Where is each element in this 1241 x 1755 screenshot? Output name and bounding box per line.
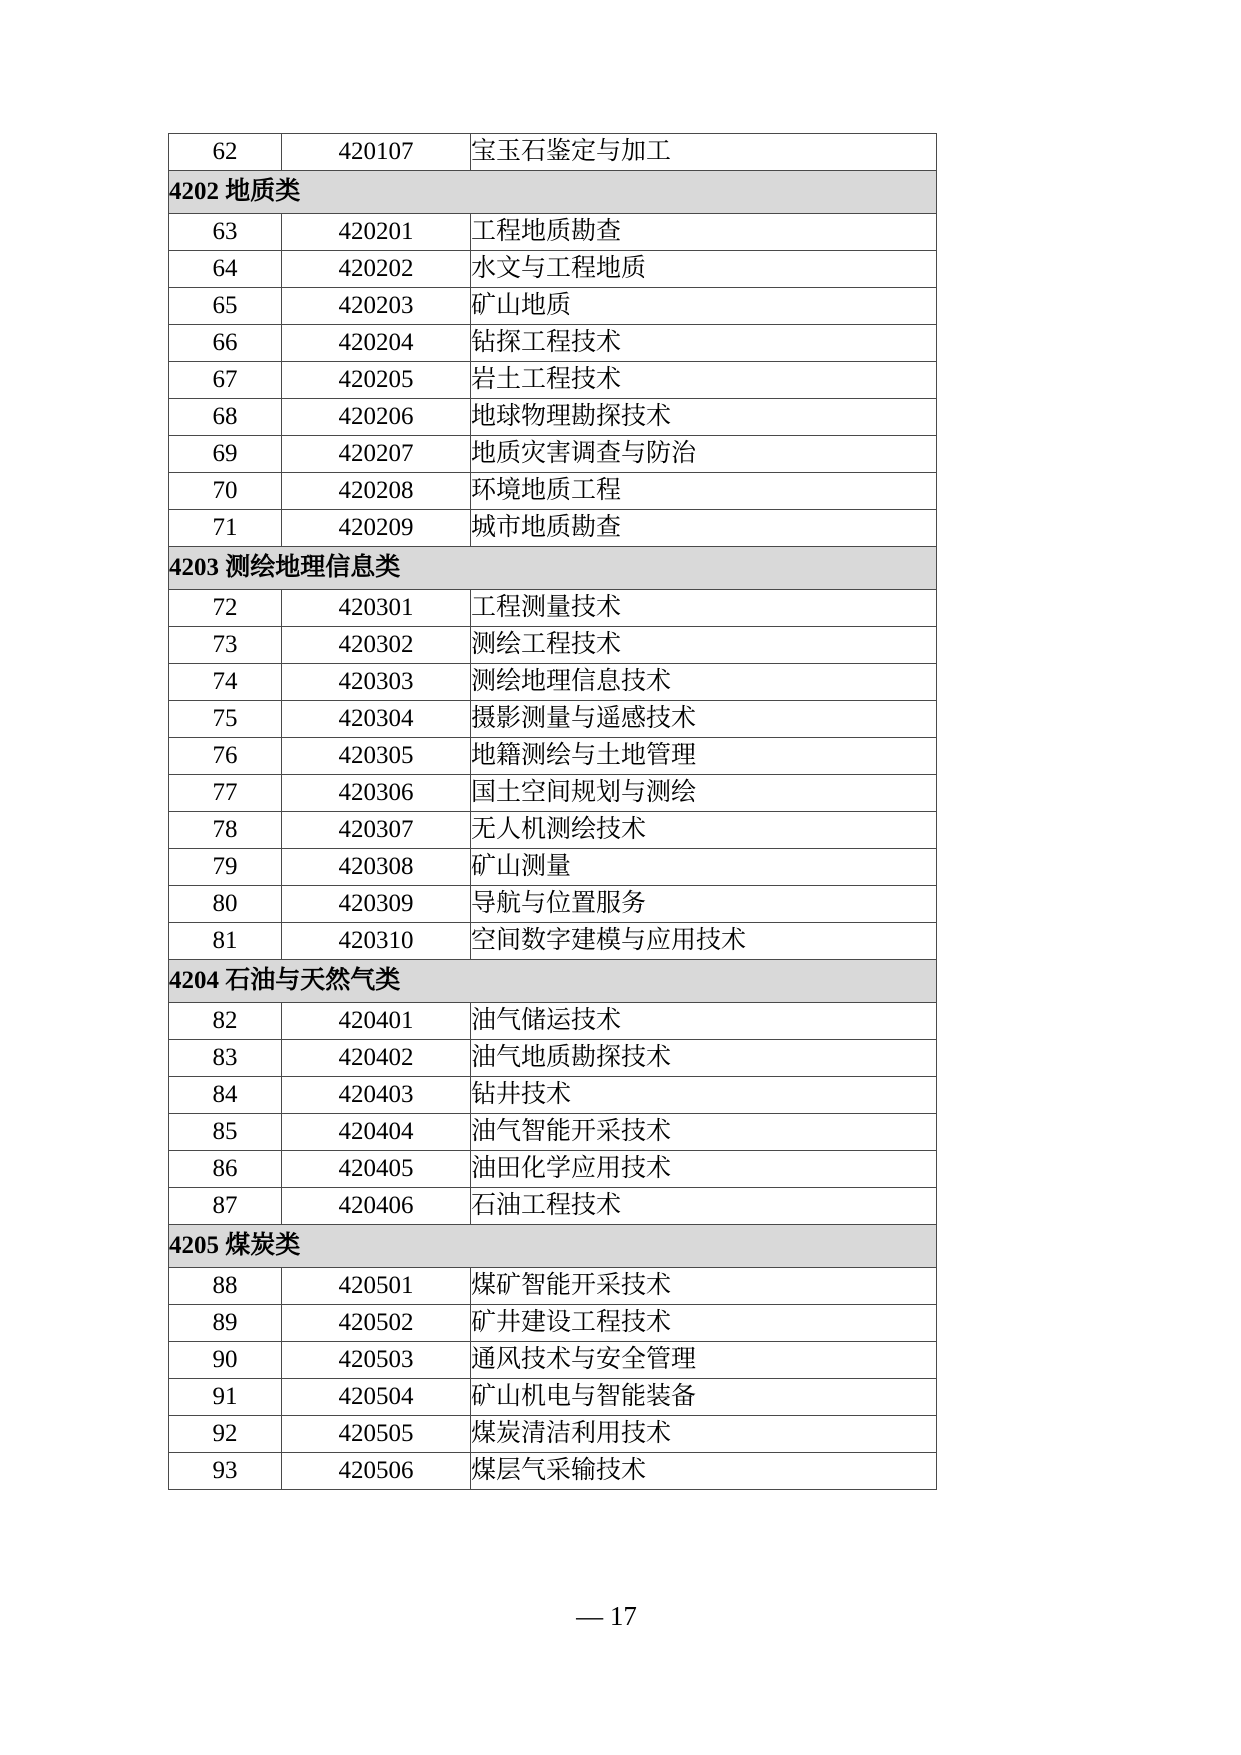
seq-cell: 88: [169, 1268, 282, 1305]
major-name-cell: 工程地质勘查: [471, 214, 937, 251]
major-name-cell: 宝玉石鉴定与加工: [471, 134, 937, 171]
seq-cell: 73: [169, 627, 282, 664]
code-cell: 420309: [282, 886, 471, 923]
code-cell: 420203: [282, 288, 471, 325]
code-cell: 420404: [282, 1114, 471, 1151]
seq-cell: 78: [169, 812, 282, 849]
code-cell: 420202: [282, 251, 471, 288]
code-cell: 420107: [282, 134, 471, 171]
major-name-cell: 地籍测绘与土地管理: [471, 738, 937, 775]
major-name-cell: 煤矿智能开采技术: [471, 1268, 937, 1305]
seq-cell: 70: [169, 473, 282, 510]
code-cell: 420501: [282, 1268, 471, 1305]
seq-cell: 71: [169, 510, 282, 547]
section-header-row: [169, 1225, 937, 1268]
major-name-cell: 无人机测绘技术: [471, 812, 937, 849]
table-row: [169, 1453, 937, 1490]
seq-cell: 63: [169, 214, 282, 251]
table-row: [169, 1151, 937, 1188]
table-row: [169, 849, 937, 886]
table-row: [169, 325, 937, 362]
code-cell: 420208: [282, 473, 471, 510]
section-header-row: [169, 960, 937, 1003]
section-header-row: [169, 171, 937, 214]
seq-cell: 66: [169, 325, 282, 362]
code-cell: 420209: [282, 510, 471, 547]
table-row: [169, 701, 937, 738]
table-row: [169, 738, 937, 775]
code-cell: 420308: [282, 849, 471, 886]
table-row: [169, 436, 937, 473]
seq-cell: 80: [169, 886, 282, 923]
seq-cell: 93: [169, 1453, 282, 1490]
seq-cell: 67: [169, 362, 282, 399]
code-cell: 420204: [282, 325, 471, 362]
seq-cell: 77: [169, 775, 282, 812]
table-row: [169, 1268, 937, 1305]
major-name-cell: 油田化学应用技术: [471, 1151, 937, 1188]
table-row: [169, 886, 937, 923]
table-row: [169, 1305, 937, 1342]
code-cell: 420302: [282, 627, 471, 664]
code-cell: 420206: [282, 399, 471, 436]
table-row: [169, 288, 937, 325]
major-name-cell: 钻井技术: [471, 1077, 937, 1114]
table-row: [169, 812, 937, 849]
major-name-cell: 岩土工程技术: [471, 362, 937, 399]
major-name-cell: 测绘工程技术: [471, 627, 937, 664]
major-name-cell: 矿山机电与智能装备: [471, 1379, 937, 1416]
seq-cell: 82: [169, 1003, 282, 1040]
major-name-cell: 钻探工程技术: [471, 325, 937, 362]
major-name-cell: 导航与位置服务: [471, 886, 937, 923]
table-row: [169, 1077, 937, 1114]
table-row: [169, 923, 937, 960]
seq-cell: 85: [169, 1114, 282, 1151]
code-cell: 420310: [282, 923, 471, 960]
table-row: [169, 1342, 937, 1379]
major-name-cell: 地质灾害调查与防治: [471, 436, 937, 473]
major-name-cell: 环境地质工程: [471, 473, 937, 510]
code-cell: 420305: [282, 738, 471, 775]
section-header-row: [169, 547, 937, 590]
seq-cell: 74: [169, 664, 282, 701]
seq-cell: 83: [169, 1040, 282, 1077]
code-cell: 420502: [282, 1305, 471, 1342]
majors-table: [168, 133, 937, 1490]
seq-cell: 72: [169, 590, 282, 627]
code-cell: 420506: [282, 1453, 471, 1490]
seq-cell: 90: [169, 1342, 282, 1379]
major-name-cell: 矿山测量: [471, 849, 937, 886]
seq-cell: 69: [169, 436, 282, 473]
section-header: 4204 石油与天然气类: [169, 960, 937, 1003]
code-cell: 420301: [282, 590, 471, 627]
table-row: [169, 1416, 937, 1453]
major-name-cell: 地球物理勘探技术: [471, 399, 937, 436]
table-row: [169, 362, 937, 399]
code-cell: 420403: [282, 1077, 471, 1114]
major-name-cell: 矿井建设工程技术: [471, 1305, 937, 1342]
seq-cell: 64: [169, 251, 282, 288]
table-row: [169, 473, 937, 510]
major-name-cell: 城市地质勘查: [471, 510, 937, 547]
code-cell: 420503: [282, 1342, 471, 1379]
table-row: [169, 251, 937, 288]
major-name-cell: 石油工程技术: [471, 1188, 937, 1225]
code-cell: 420406: [282, 1188, 471, 1225]
table-row: [169, 775, 937, 812]
code-cell: 420307: [282, 812, 471, 849]
major-name-cell: 国土空间规划与测绘: [471, 775, 937, 812]
major-name-cell: 油气储运技术: [471, 1003, 937, 1040]
table-row: [169, 627, 937, 664]
table-row: [169, 664, 937, 701]
majors-table-body: [169, 134, 937, 1490]
major-name-cell: 测绘地理信息技术: [471, 664, 937, 701]
seq-cell: 79: [169, 849, 282, 886]
seq-cell: 68: [169, 399, 282, 436]
seq-cell: 76: [169, 738, 282, 775]
table-row: [169, 399, 937, 436]
section-header: 4205 煤炭类: [169, 1225, 937, 1268]
seq-cell: 65: [169, 288, 282, 325]
seq-cell: 81: [169, 923, 282, 960]
seq-cell: 87: [169, 1188, 282, 1225]
code-cell: 420303: [282, 664, 471, 701]
table-row: [169, 1040, 937, 1077]
table-row: [169, 590, 937, 627]
code-cell: 420405: [282, 1151, 471, 1188]
major-name-cell: 摄影测量与遥感技术: [471, 701, 937, 738]
major-name-cell: 煤层气采输技术: [471, 1453, 937, 1490]
major-name-cell: 煤炭清洁利用技术: [471, 1416, 937, 1453]
seq-cell: 62: [169, 134, 282, 171]
table-row: [169, 1188, 937, 1225]
major-name-cell: 矿山地质: [471, 288, 937, 325]
code-cell: 420306: [282, 775, 471, 812]
major-name-cell: 通风技术与安全管理: [471, 1342, 937, 1379]
seq-cell: 91: [169, 1379, 282, 1416]
seq-cell: 86: [169, 1151, 282, 1188]
code-cell: 420205: [282, 362, 471, 399]
code-cell: 420401: [282, 1003, 471, 1040]
table-row: [169, 510, 937, 547]
code-cell: 420402: [282, 1040, 471, 1077]
seq-cell: 89: [169, 1305, 282, 1342]
major-name-cell: 空间数字建模与应用技术: [471, 923, 937, 960]
page-number: — 17: [576, 1601, 637, 1631]
major-name-cell: 工程测量技术: [471, 590, 937, 627]
seq-cell: 92: [169, 1416, 282, 1453]
code-cell: 420207: [282, 436, 471, 473]
code-cell: 420504: [282, 1379, 471, 1416]
table-row: [169, 1114, 937, 1151]
table-row: [169, 1379, 937, 1416]
code-cell: 420304: [282, 701, 471, 738]
major-name-cell: 水文与工程地质: [471, 251, 937, 288]
code-cell: 420505: [282, 1416, 471, 1453]
table-row: [169, 134, 937, 171]
major-name-cell: 油气地质勘探技术: [471, 1040, 937, 1077]
section-header: 4203 测绘地理信息类: [169, 547, 937, 590]
major-name-cell: 油气智能开采技术: [471, 1114, 937, 1151]
seq-cell: 75: [169, 701, 282, 738]
section-header: 4202 地质类: [169, 171, 937, 214]
code-cell: 420201: [282, 214, 471, 251]
seq-cell: 84: [169, 1077, 282, 1114]
table-row: [169, 214, 937, 251]
table-row: [169, 1003, 937, 1040]
